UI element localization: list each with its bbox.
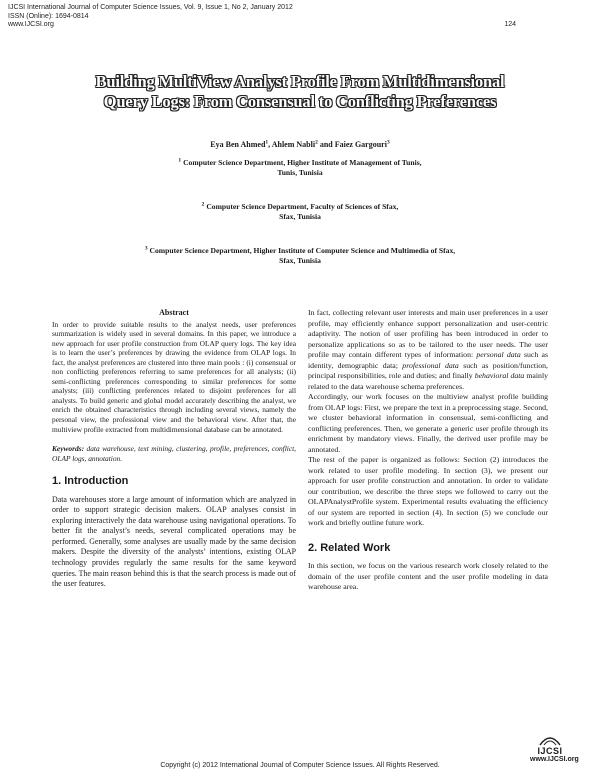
running-header [8,4,293,30]
affiliation-line: Computer Science Department, Higher Institute of Computer Science and Multimedia of Sfax, [149,246,456,255]
affiliation [60,202,540,222]
keywords-text: data warehouse, text mining, clustering, profile, preferences, conflict, OLAP logs, annotation. [52,444,296,463]
emphasis: professional data [402,360,459,370]
page-number: 124 [504,21,516,28]
author-name: Ahlem Nabli [271,140,316,149]
affiliation [60,158,540,178]
affiliation-line: Computer Science Department, Faculty of Sciences of Sfax, [206,202,399,211]
affiliation-sup: 1 [178,157,182,164]
text-run: such as identity, demographic data; [308,350,549,370]
author-list: Eya Ben Ahmed$^1$, Ahlem Nabli$^2$ and Faiez Gargouri$^3$ [210,139,390,149]
text-run: such as position/function, principal responsibilities, role and duties; and finally [308,360,548,380]
affiliation-line: Computer Science Department, Higher Institute of Management of Tunis, [183,158,422,167]
paragraph [308,308,548,392]
affiliation-sup: 3 [144,245,148,252]
author-sup: 3 [386,139,390,146]
logo-url[interactable]: www.IJCSI.org [530,756,579,763]
affiliation-sup: 2 [201,201,205,208]
affiliation-location: Sfax, Tunisia [279,212,321,221]
abstract-text: In order to provide suitable results to the analyst needs, user preferences summarization is widely used in several domains. In this paper, we introduce a new approach for user profile construction from OLAP query logs. The key idea is to learn the user’s preferences by drawing the evidence from OLAP logs. In fact, the analyst preferences are clustered into three main pools : (i) consensual or non conflicting preferences referring to same preferences for all analysts; (ii) semi-conflicting preferences corresponding to similar preferences for some analysts; (iii) conflicting preferences related to disjoint preferences for all analysts. To build generic and global model accurately describing the analyst, we enrich the obtained characteristics through including several views, namely the personal view, the professional view and the behavioral view. After that, the multiview profile extracted from multidimensional database can be annotated. [52,319,296,434]
left-column [52,308,296,590]
abstract-heading: Abstract [159,308,189,317]
author-sup: 1 [265,139,269,146]
issn-line: ISSN (Online): 1694-0814 [8,12,89,20]
paragraph: Accordingly, our work focuses on the multiview analyst profile building from OLAP logs: First, we prepare the text in a preprocessing stage. Second, we cluster behavioral information in consensual, semi-conflicting and conflicting preferences. Then, we generate a generic user profile through its enrichment by mandatory views. Finally, the derived user profile may be annotated. [308,392,548,454]
copyright-footer: Copyright (c) 2012 International Journal of Computer Science Issues. All Rights Reserved. [160,762,440,769]
paragraph: In this section, we focus on the various research work closely related to the domain of the user profile content and the user profile modeling in data warehouse area. [308,561,548,591]
right-column [308,308,548,593]
title-line-1: Building MultiView Analyst Profile From Multidimensional [95,72,505,91]
emphasis: personal data [476,350,521,359]
author-name: Eya Ben Ahmed [210,140,266,149]
keywords [52,444,296,463]
text-run: mainly related to the data warehouse schema preferences. [308,371,549,391]
intro-text: Data warehouses store a large amount of information which are analyzed in order to support strategic decision makers. OLAP analyses consist in exploring interactively the data warehouse using navigational operations. To better fit the analyst’s needs, several complicated operations may be performed. Generally, some analyses are usually made by the same decision makers. Despite the diversity of the analysts’ intentions, existing OLAP technology provides regularly the same results for the same keyword queries. The main reason behind this is that the search process is made out of the user features. [52,494,296,589]
keywords-label: Keywords: [52,444,85,454]
affiliation-location: Tunis, Tunisia [277,168,323,177]
section-heading: 2. Related Work [308,541,391,554]
paper-title [40,72,560,112]
logo-icon [539,734,561,746]
logo-text: IJCSI [537,746,563,756]
journal-line: IJCSI International Journal of Computer Science Issues, Vol. 9, Issue 1, No 2, January 2012 [8,4,293,11]
journal-url[interactable]: www.IJCSI.org [8,21,54,28]
author-name: Faiez Gargouri [334,140,387,149]
affiliation-location: Sfax, Tunisia [279,256,321,265]
paragraph: The rest of the paper is organized as follows: Section (2) introduces the work related to user profile modeling. In section (3), we present our approach for user profile construction and annotation. In order to validate our contribution, we describe the three steps we followed to carry out the OLAPAnalystProfile system. Experimental results evaluating the efficiency of our system are reported in section (4). In section (5) we conclude our work and briefly outline future work. [308,455,548,527]
affiliation [60,246,540,266]
emphasis: behavioral data [474,371,525,380]
section-heading: 1. Introduction [52,475,129,488]
title-line-2: Query Logs: From Consensual to Conflicting Preferences [103,92,497,111]
author-sup: 2 [315,139,318,146]
text-run: In fact, collecting relevant user interests and main user preferences in a user profile, may efficiently enhance support personalization and user-centric adaptivity. The notion of user profiling has been introduced in order to personalize applications so as to be tailored to the user needs. The user profile may contain different types of information: [308,308,548,359]
